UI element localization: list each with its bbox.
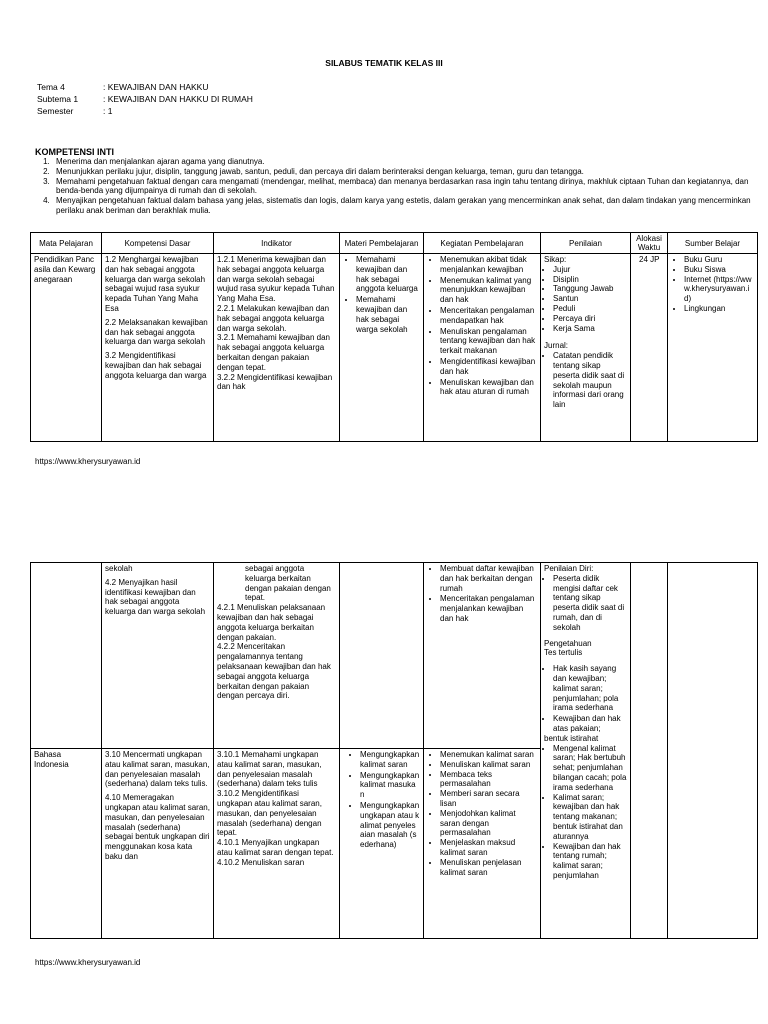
kegiatan-item: • Memberi saran secara lisan <box>440 789 537 809</box>
indikator-cell <box>214 749 340 939</box>
penilaian-cell <box>541 563 631 939</box>
penilaian-item: • Hak kasih sayang dan kewajiban; kalimat saran; penjumlahan; pola irama sederhana <box>553 664 627 713</box>
penilaian-cell <box>541 254 631 442</box>
sikap-item: • Disiplin <box>553 275 627 285</box>
kd-item: 4.2 Menyajikan hasil identifikasi kewajiban dan hak sebagai anggota keluarga dan warga sekolah <box>105 577 206 617</box>
mapel-cell: Pendidikan Pancasila dan Kewarganegaraan <box>31 254 102 442</box>
indikator-text: Menceritakan pengalamannya tentang pelaksanaan kewajiban dan hak sebagai anggota keluarga berkaitan dengan pakaian dengan percaya diri. <box>217 642 331 701</box>
kd-item <box>105 750 210 789</box>
penilaian-diri-list <box>544 574 627 633</box>
indikator-text: Menuliskan pelaksanaan kewajiban dan hak sebagai anggota keluarga berkaitan dengan pakaian. <box>217 603 326 642</box>
kegiatan-item: • Menceritakan pengalaman menjalankan kewajiban dan hak <box>440 594 537 623</box>
kegiatan-cell <box>424 749 541 939</box>
header-indikator: Indikator <box>214 233 340 254</box>
kegiatan-cell <box>424 563 541 749</box>
sumber-cell <box>668 563 758 939</box>
meta-key: Semester <box>37 106 74 116</box>
meta-key: Tema 4 <box>37 82 65 92</box>
indikator-item <box>217 255 336 304</box>
kegiatan-item: • Menuliskan kalimat saran <box>440 760 537 770</box>
document-page-2 <box>0 510 768 1024</box>
kegiatan-list <box>427 750 537 877</box>
meta-row <box>37 94 253 104</box>
materi-item: • Mengungkapkan ungkapan atau kalimat penyelesaian masalah (sederhana) <box>360 801 420 850</box>
kegiatan-item: • Menjelaskan maksud kalimat saran <box>440 838 537 858</box>
indikator-cell <box>214 563 340 749</box>
table-row <box>31 254 758 442</box>
mapel-cell: Bahasa Indonesia <box>31 749 102 939</box>
kd-item <box>105 793 210 862</box>
kd-item: 3.2 Mengidentifikasi kewajiban dan hak sebagai anggota keluarga dan warga <box>105 351 207 380</box>
kd-cell <box>102 563 214 749</box>
kegiatan-item: • Menceritakan pengalaman mendapatkan hak <box>440 306 537 326</box>
indikator-no: 4.10.2 <box>217 857 240 867</box>
sumber-item: • Internet (https://www.kherysuryawan.id) <box>684 275 754 304</box>
kegiatan-cell <box>424 254 541 442</box>
indikator-item <box>217 304 336 333</box>
ki-item: 4. Menyajikan pengetahuan faktual dalam bahasa yang jelas, sistematis dan logis, dalam karya yang estetis, dalam gerakan yang mencerminkan anak sehat, dan dalam tindakan yang mencerminkan perilaku anak beriman dan berakhlak mulia. <box>52 196 767 216</box>
document-title: SILABUS TEMATIK KELAS III <box>325 58 443 68</box>
sikap-item: • Kerja Sama <box>553 324 627 334</box>
document-page-1 <box>0 0 768 510</box>
indikator-text: Menyajikan ungkapan atau kalimat saran dengan tepat. <box>217 838 334 857</box>
kd-text: Mencermati ungkapan atau kalimat saran, masukan, dan penyelesaian masalah (sederhana) dalam teks tulis. <box>105 750 210 789</box>
indikator-no: 3.10.1 <box>217 750 240 759</box>
kd-item: 1.2 Menghargai kewajiban dan hak sebagai anggota keluarga dan warga sekolah sebagai wujud rasa syukur kepada Tuhan Yang Maha Esa <box>105 255 206 313</box>
sumber-list <box>671 255 754 314</box>
indikator-text: Menuliskan saran <box>241 857 305 867</box>
kd-item: 2.2 Melaksanakan kewajiban dan hak sebagai anggota keluarga dan warga sekolah <box>105 317 208 347</box>
indikator-text: Memahami kewajiban dan hak sebagai anggota keluarga berkaitan dengan pakaian dengan tepat. <box>217 333 330 372</box>
pengetahuan-label: Pengetahuan <box>544 638 592 648</box>
penilaian-item: • Mengenal kalimat saran; Hak bertubuh sehat; penjumlahan bilangan cacah; pola irama sederhana <box>553 744 627 793</box>
ki-list <box>35 157 767 216</box>
indikator-item <box>217 750 336 789</box>
indikator-no: 3.10.2 <box>217 789 240 799</box>
kegiatan-list <box>427 255 537 397</box>
kegiatan-item: • Menemukan kalimat yang menunjukkan kewajiban dan hak <box>440 276 537 305</box>
alokasi-cell: 24 JP <box>631 254 668 442</box>
header-sumber: Sumber Belajar <box>668 233 758 254</box>
materi-item: • Memahami kewajiban dan hak sebagai warga sekolah <box>356 295 420 334</box>
kegiatan-item: • Mengidentifikasi kewajiban dan hak <box>440 357 537 377</box>
kd-no: 3.10 <box>105 750 121 759</box>
header-mata-pelajaran: Mata Pelajaran <box>31 233 102 254</box>
meta-key: Subtema 1 <box>37 94 79 104</box>
meta-value: : KEWAJIBAN DAN HAKKU <box>103 82 209 92</box>
indikator-continued: sebagai anggota keluarga berkaitan dengan pakaian dengan tepat. <box>245 564 331 603</box>
footer-url: https://www.kherysuryawan.id <box>35 958 141 967</box>
penilaian-sikap-list <box>544 265 627 334</box>
ki-item: 3. Memahami pengetahuan faktual dengan cara mengamati (mendengar, melihat, membaca) dan menanya berdasarkan rasa ingin tahu tentang dirinya, makhluk ciptaan Tuhan dan kegiatannya, dan benda-benda yang dijumpainya di rumah dan di sekolah. <box>52 177 767 197</box>
kegiatan-list <box>427 564 537 624</box>
indikator-no: 4.2.1 <box>217 603 235 613</box>
header-kegiatan: Kegiatan Pembelajaran <box>424 233 541 254</box>
indikator-no: 3.2.1 <box>217 333 235 343</box>
kegiatan-item: • Menuliskan pengalaman tentang kewajiban dan hak terkait makanan <box>440 327 537 356</box>
kegiatan-item: • Menuliskan penjelasan kalimat saran <box>440 858 537 878</box>
kegiatan-item: • Menemukan akibat tidak menjalankan kewajiban <box>440 255 537 275</box>
jurnal-item: • Catatan pendidik tentang sikap peserta didik saat di sekolah maupun informasi dari orang lain <box>553 351 627 410</box>
materi-cell <box>340 563 424 749</box>
materi-item: • Mengungkapkan kalimat saran <box>360 750 420 770</box>
sumber-item: • Buku Siswa <box>684 265 754 275</box>
indikator-no: 4.10.1 <box>217 838 240 848</box>
indikator-text: Melakukan kewajiban dan hak sebagai anggota keluarga dan warga sekolah. <box>217 303 330 333</box>
penilaian-item: • Peserta didik mengisi daftar cek tentang sikap peserta didik saat di rumah, dan di sekolah <box>553 574 627 633</box>
ki-heading: KOMPETENSI INTI <box>35 147 115 157</box>
kd-continued: sekolah <box>105 564 133 573</box>
table-header-row <box>31 233 758 254</box>
kd-cell <box>102 254 214 442</box>
materi-list <box>343 255 420 334</box>
indikator-item <box>217 789 336 838</box>
kegiatan-item: • Membaca teks permasalahan <box>440 770 537 790</box>
pengetahuan-list <box>544 664 627 734</box>
sikap-item: • Tanggung Jawab <box>553 284 627 294</box>
penilaian-item: • Kewajiban dan hak tentang rumah; kalimat saran; penjumlahan <box>553 842 627 881</box>
meta-row <box>37 106 253 116</box>
indikator-no: 1.2.1 <box>217 255 235 264</box>
kegiatan-item: • Menuliskan kewajiban dan hak atau aturan di rumah <box>440 378 537 398</box>
sumber-cell <box>668 254 758 442</box>
footer-url: https://www.kherysuryawan.id <box>35 457 141 466</box>
ki-item: 2. Menunjukkan perilaku jujur, disiplin, tanggung jawab, santun, peduli, dan percaya diri dalam berinteraksi dengan keluarga, teman, guru dan tetangga. <box>52 167 767 177</box>
table-row <box>31 563 758 749</box>
syllabus-table <box>30 232 758 442</box>
kegiatan-item: • Menjodohkan kalimat saran dengan permasalahan <box>440 809 537 838</box>
indikator-text: Mengidentifikasi kewajiban dan hak <box>217 372 333 392</box>
sikap-item: • Santun <box>553 294 627 304</box>
alokasi-cell <box>631 563 668 939</box>
indikator-text: Mengidentifikasi ungkapan atau kalimat saran, masukan, dan penyelesaian masalah (sederhana) dengan tepat. <box>217 789 322 838</box>
meta-value: : 1 <box>103 106 113 116</box>
tes-tertulis-label: Tes tertulis <box>544 648 583 658</box>
meta-value: : KEWAJIBAN DAN HAKKU DI RUMAH <box>103 94 253 104</box>
meta-row <box>37 82 253 92</box>
penilaian-item: • Kewajiban dan hak atas pakaian; <box>553 714 627 734</box>
penilaian-jurnal-list <box>544 351 627 410</box>
indikator-no: 4.2.2 <box>217 642 235 652</box>
indikator-item <box>217 858 336 868</box>
indikator-text: Memahami ungkapan atau kalimat saran, masukan, dan penyelesaian masalah (sederhana) dalam teks tulis <box>217 750 322 789</box>
sikap-item: • Peduli <box>553 304 627 314</box>
ki-item: 1. Menerima dan menjalankan ajaran agama yang dianutnya. <box>52 157 767 167</box>
indikator-text: Menerima kewajiban dan hak sebagai anggota keluarga dan warga sekolah sebagai wujud rasa syukur kepada Tuhan Yang Maha Esa. <box>217 255 335 304</box>
indikator-cell <box>214 254 340 442</box>
materi-cell <box>340 749 424 939</box>
penilaian-diri-label: Penilaian Diri: <box>544 564 594 573</box>
mapel-cell <box>31 563 102 749</box>
sikap-item: • Percaya diri <box>553 314 627 324</box>
indikator-item <box>217 838 336 858</box>
header-penilaian: Penilaian <box>541 233 631 254</box>
indikator-item <box>217 603 336 642</box>
sikap-item: • Jujur <box>553 265 627 275</box>
header-alokasi: Alokasi Waktu <box>631 233 668 254</box>
kd-text: Memeragakan ungkapan atau kalimat saran, masukan, dan penyelesaian masalah (sederhana) sebagai bentuk ungkapan diri menggunakan kosa kata baku dan <box>105 793 210 861</box>
materi-cell <box>340 254 424 442</box>
kegiatan-item: • Menemukan kalimat saran <box>440 750 537 760</box>
penilaian-jurnal-label: Jurnal: <box>544 341 569 351</box>
sumber-item: • Buku Guru <box>684 255 754 265</box>
indikator-no: 2.2.1 <box>217 303 235 313</box>
materi-item: • Mengungkapkan kalimat masukan <box>360 771 420 800</box>
indikator-item <box>217 642 336 701</box>
penilaian-list-2 <box>544 744 627 881</box>
header-kompetensi-dasar: Kompetensi Dasar <box>102 233 214 254</box>
indikator-item <box>217 373 336 393</box>
materi-item: • Memahami kewajiban dan hak sebagai anggota keluarga <box>356 255 420 294</box>
penilaian-sikap-label: Sikap: <box>544 255 567 264</box>
kd-cell <box>102 749 214 939</box>
indikator-item <box>217 333 336 372</box>
syllabus-table-continued <box>30 562 758 939</box>
sumber-item: • Lingkungan <box>684 304 754 314</box>
indikator-no: 3.2.2 <box>217 372 235 382</box>
header-materi: Materi Pembelajaran <box>340 233 424 254</box>
penilaian-item: • Kalimat saran; kewajiban dan hak tentang makanan; bentuk istirahat dan aturannya <box>553 793 627 842</box>
penilaian-continued: bentuk istirahat <box>544 733 599 743</box>
kd-no: 4.10 <box>105 793 121 803</box>
theme-info <box>35 80 255 118</box>
materi-list <box>343 750 420 850</box>
kegiatan-item: • Membuat daftar kewajiban dan hak berkaitan dengan rumah <box>440 564 537 593</box>
